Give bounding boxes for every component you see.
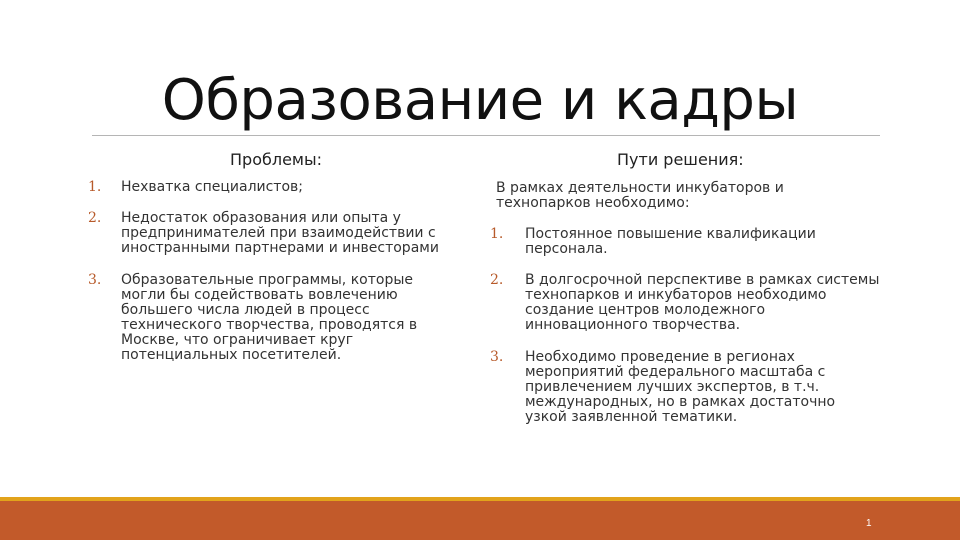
solutions-heading: Пути решения: <box>617 150 744 169</box>
solution-item: Постоянное повышение квалификации персонала. <box>525 226 816 257</box>
solution-number: 1. <box>490 226 504 242</box>
page-number: 1 <box>866 518 872 529</box>
title-divider <box>92 135 880 136</box>
solution-item: Необходимо проведение в регионах мероприятий федерального масштаба с привлечением лучших экспертов, в т.ч. международных, но в рамках достаточно узкой заявленной тематики. <box>525 349 836 425</box>
problem-item: Нехватка специалистов; <box>121 179 303 195</box>
problem-item: Недостаток образования или опыта у предпринимателей при взаимодействии с иностранными партнерами и инвесторами <box>121 210 439 256</box>
problem-item: Образовательные программы, которые могли бы содействовать вовлечению большего числа людей в процесс технического творчества, проводятся в Москве, что ограничивает круг потенциальных посетителей. <box>121 272 418 363</box>
slide-title: Образование и кадры <box>161 68 799 133</box>
problem-number: 1. <box>88 179 102 195</box>
solution-item: В долгосрочной перспективе в рамках системы технопарков и инкубаторов необходимо создание центров молодежного инновационного творчества. <box>525 272 880 333</box>
solutions-intro: В рамках деятельности инкубаторов и технопарков необходимо: <box>496 180 784 211</box>
solution-number: 2. <box>490 272 504 288</box>
problem-number: 2. <box>88 210 102 226</box>
problems-heading: Проблемы: <box>230 150 323 169</box>
solution-number: 3. <box>490 349 504 365</box>
footer-bar <box>0 501 960 540</box>
problem-number: 3. <box>88 272 102 288</box>
